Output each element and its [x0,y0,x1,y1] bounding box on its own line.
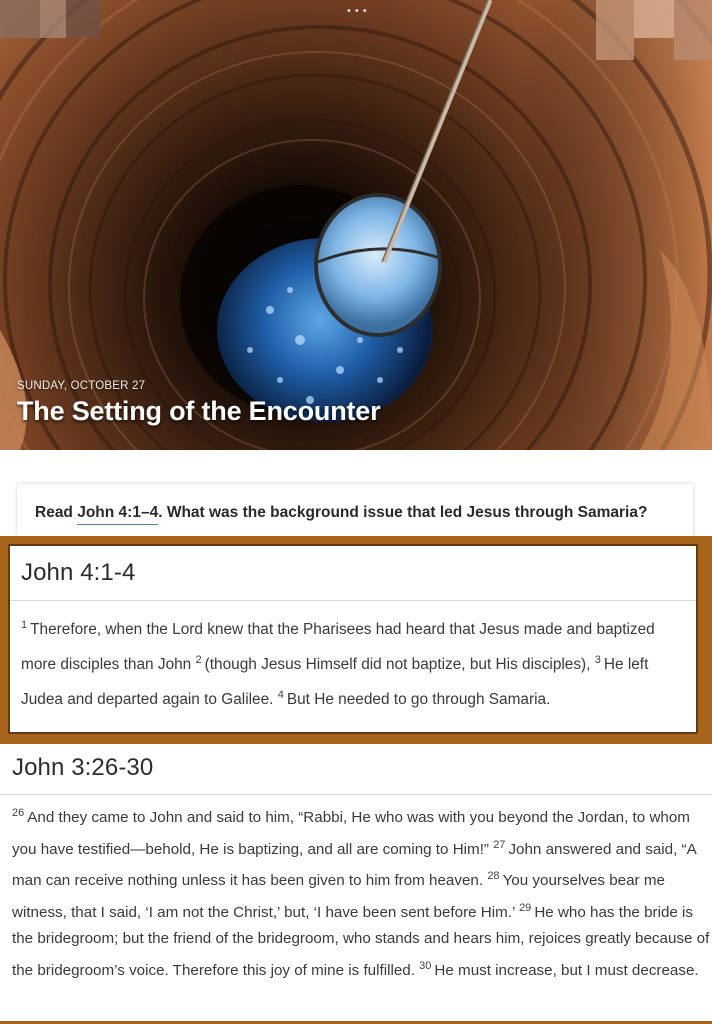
question-prefix: Read [35,504,78,521]
scripture-popup-john-3 [0,744,712,1024]
verse-text: (though Jesus Himself did not baptize, but His disciples), [204,656,595,673]
more-icon[interactable]: ••• [346,6,370,17]
scripture-popup-body [0,744,712,1021]
verse-text: John answered and said, “A man can receive nothing unless it has been given to him from heaven. [12,840,696,890]
verse-number: 26 [12,807,25,819]
verse-text: And they came to John and said to him, “Rabbi, He who was with you beyond the Jordan, to whom you have testified—behold, He is baptizing, and all are coming to Him!” [12,809,690,858]
divider [10,600,696,601]
verse-number: 3 [594,654,601,666]
passage-verses [12,800,712,985]
verse-number: 4 [277,689,284,701]
question-text [35,504,647,522]
verse-number: 27 [493,838,506,851]
passage-reference: John 4:1-4 [21,559,136,586]
verse-text: He who has the bride is the bridegroom; but the friend of the bridegroom, who stands and hears him, rejoices greatly because of the bridegroom’s voice. Therefore this joy of mine is fulfilled. [12,903,710,979]
question-card [17,484,693,540]
verse-text: But He needed to go through Samaria. [286,691,551,708]
passage-reference: John 3:26-30 [12,754,154,781]
verse-text: He must increase, but I must decrease. [434,961,699,979]
verse-text: He left Judea and departed again to Galilee. [21,656,649,708]
scripture-popup-body [8,544,698,734]
verse-number: 30 [419,959,432,972]
verse-text: You yourselves bear me witness, that I said, ‘I am not the Christ,’ but, ‘I have been sent before Him.’ [12,872,665,921]
question-body: . What was the background issue that led Jesus through Samaria? [158,504,648,521]
lesson-date: SUNDAY, OCTOBER 27 [17,380,146,392]
scripture-popup-john-4 [0,536,712,744]
passage-verses [21,610,693,715]
hero-banner[interactable] [0,0,712,450]
divider [0,794,712,795]
lesson-title: The Setting of the Encounter [17,396,381,426]
verse-number: 28 [487,870,500,883]
verse-number: 2 [195,654,202,666]
verse-number: 29 [519,901,532,914]
verse-number: 1 [21,619,28,631]
verse-text: Therefore, when the Lord knew that the Pharisees had heard that Jesus made and baptized more disciples than John [21,621,655,673]
scripture-link[interactable]: John 4:1–4 [77,504,158,525]
